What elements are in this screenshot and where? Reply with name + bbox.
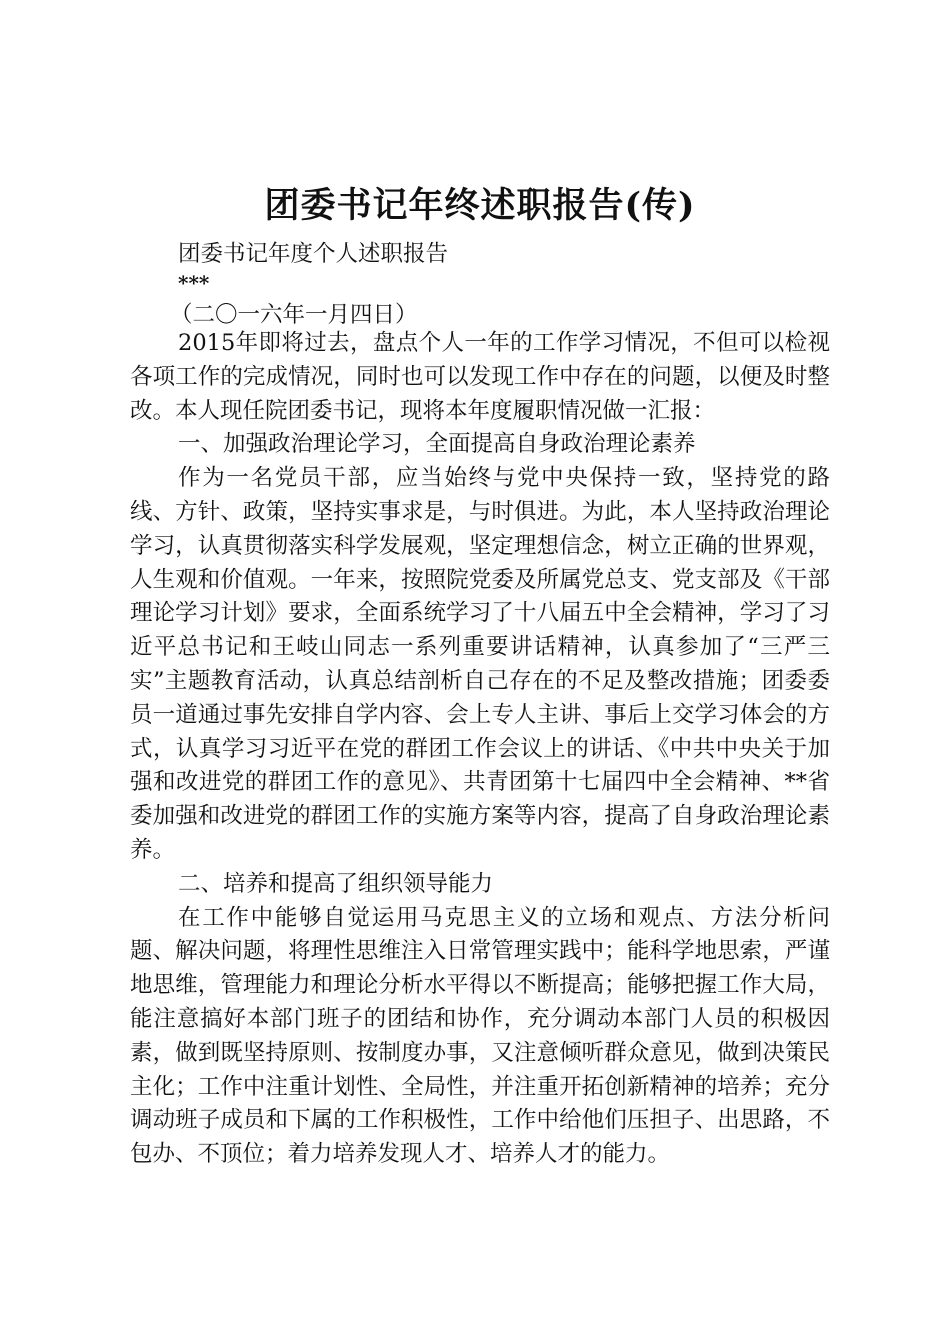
document-title: 团委书记年终述职报告(传) xyxy=(264,185,696,226)
section-body-2: 在工作中能够自觉运用马克思主义的立场和观点、方法分析问题、解决问题，将理性思维注入日常管理实践中；能科学地思索，严谨地思维，管理能力和理论分析水平得以不断提高；能够把握工作大局，能注意搞好本部门班子的团结和协作，充分调动本部门人员的积极因素，做到既坚持原则、按制度办事，又注意倾听群众意见，做到决策民主化；工作中注重计划性、全局性，并注重开拓创新精神的培养；充分调动班子成员和下属的工作积极性，工作中给他们压担子、出思路，不包办、不顶位；着力培养发现人才、培养人才的能力。 xyxy=(130,904,830,1168)
document-body xyxy=(130,327,830,1172)
section-heading-2: 二、培养和提高了组织领导能力 xyxy=(178,870,494,897)
document-date: （二〇一六年一月四日） xyxy=(170,302,418,328)
document-author: *** xyxy=(178,271,210,295)
section-heading-1: 一、加强政治理论学习，全面提高自身政治理论素养 xyxy=(178,431,696,458)
section-body-1: 作为一名党员干部，应当始终与党中央保持一致，坚持党的路线、方针、政策，坚持实事求是，与时俱进。为此，本人坚持政治理论学习，认真贯彻落实科学发展观，坚定理想信念，树立正确的世界观，人生观和价值观。一年来，按照院党委及所属党总支、党支部及《干部理论学习计划》要求，全面系统学习了十八届五中全会精神，学习了习近平总书记和王岐山同志一系列重要讲话精神，认真参加了“三严三实”主题教育活动，认真总结剖析自己存在的不足及整改措施；团委委员一道通过事先安排自学内容、会上专人主讲、事后上交学习体会的方式，认真学习习近平在党的群团工作会议上的讲话、《中共中央关于加强和改进党的群团工作的意见》、共青团第十七届四中全会精神、**省委加强和改进党的群团工作的实施方案等内容，提高了自身政治理论素养。 xyxy=(130,465,830,863)
document-subtitle: 团委书记年度个人述职报告 xyxy=(178,241,449,267)
intro-paragraph: 2015年即将过去，盘点个人一年的工作学习情况，不但可以检视各项工作的完成情况，同时也可以发现工作中存在的问题，以便及时整改。本人现任院团委书记，现将本年度履职情况做一汇报： xyxy=(130,330,830,424)
